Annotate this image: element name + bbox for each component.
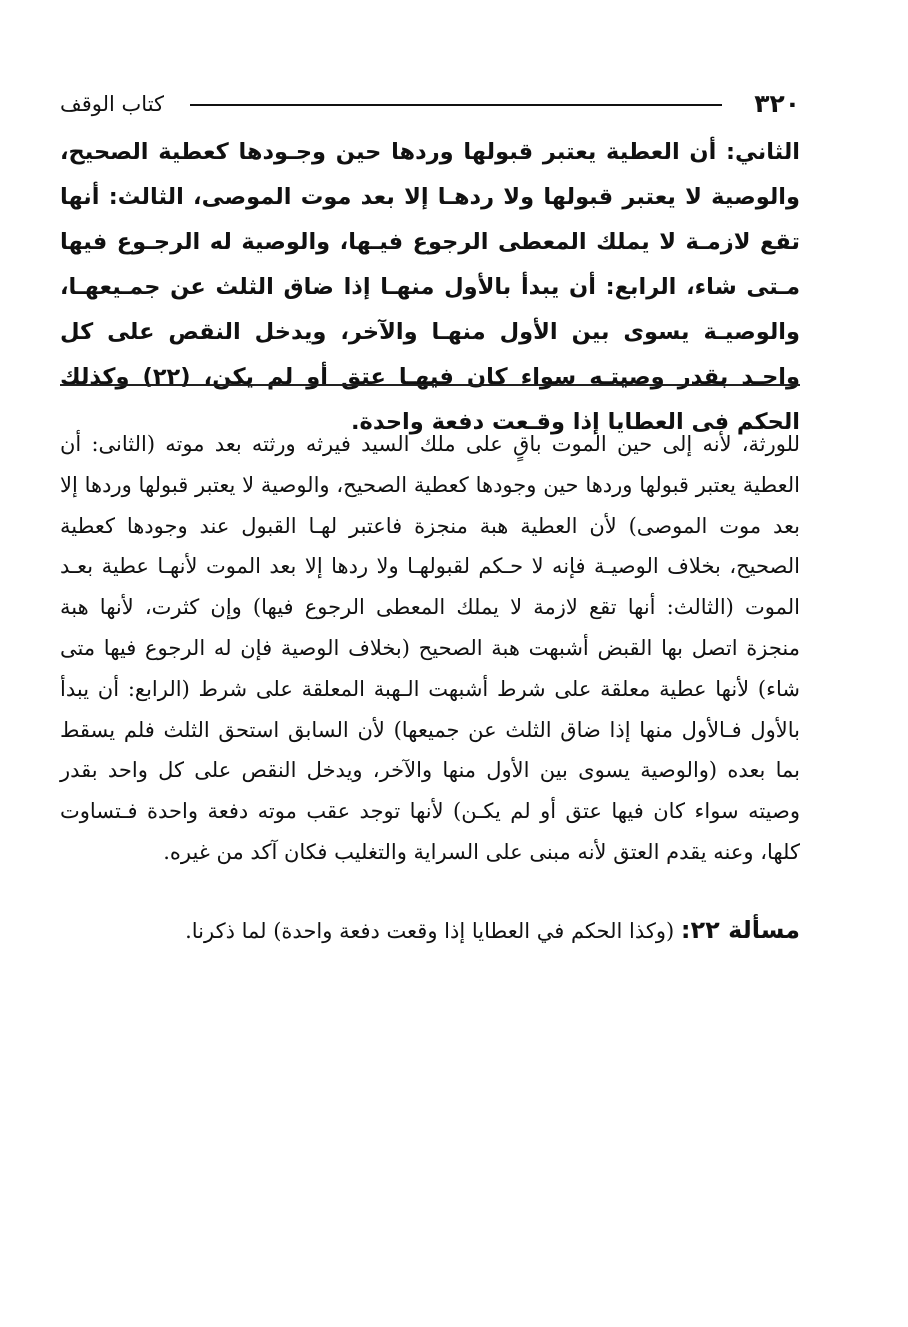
commentary-paragraph: للورثة، لأنه إلى حين الموت باقٍ على ملك السيد فيرثه ورثته بعد موته (الثانى: أن العطية يعتبر قبولها وردها حين وجودها كعطية الصحيح، والوصية لا يعتبر قبولها وردها إلا بعد موت الموصى) لأن العطية هبة منجزة فاعتبر لهـا القبول عند وجودها كعطية الصحيح، بخلاف الوصيـة فإنه لا حـكم لقبولهـا ولا ردها إلا بعد الموت لأنهـا عطية بعـد الموت (الثالث: أنها تقع لازمة لا يملك المعطى الرجوع فيها) وإن كثرت، لأنها هبة منجزة اتصل بها القبض أشبهت هبة الصحيح (بخلاف الوصية فإن له الرجوع فيها متى شاء) لأنها عطية معلقة على شرط أشبهت الـهبة المعلقة على شرط (الرابع: أن يبدأ بالأول فـالأول منها إذا ضاق الثلث عن جميعها) لأن السابق استحق الثلث فلم يسقط بما بعده (والوصية يسوى بين الأول منها والآخر، ويدخل النقص على كل واحد بقدر وصيته سواء كان فيها عتق أو لم يكـن) لأنها توجد عقب موته دفعة واحدة فـتساوت كلها، وعنه يقدم العتق لأنه مبنى على السراية والتغليب فكان آكد من غيره. <box>60 432 800 864</box>
masala-text: (وكذا الحكم في العطايا إذا وقعت دفعة واحدة) لما ذكرنا. <box>185 919 675 943</box>
header-rule <box>190 104 722 106</box>
page-header <box>60 88 800 120</box>
masala-line <box>60 910 800 951</box>
commentary-separator <box>60 384 800 386</box>
main-text-paragraph: الثاني: أن العطية يعتبر قبولها وردها حين وجـودها كعطية الصحيح، والوصية لا يعتبر قبولها ولا ردهـا إلا بعد موت الموصى، الثالث: أنها تقع لازمـة لا يملك المعطى الرجوع فيـها، والوصية له الرجـوع فيها مـتى شاء، الرابع: أن يبدأ بالأول منهـا إذا ضاق الثلث عن جمـيعهـا، والوصيـة يسوى بين الأول منهـا والآخر، ويدخل النقص على كل واحـد بقدر وصيتـه سواء كان فيهـا عتق أو لم يكن، (٢٢) وكذلك الحكم فى العطايا إذا وقـعت دفعة واحدة. <box>60 139 800 435</box>
running-title: كتاب الوقف <box>60 92 165 116</box>
page-number: ٣٢٠ <box>754 89 800 118</box>
masala-label: مسألة ٢٢: <box>680 916 800 944</box>
